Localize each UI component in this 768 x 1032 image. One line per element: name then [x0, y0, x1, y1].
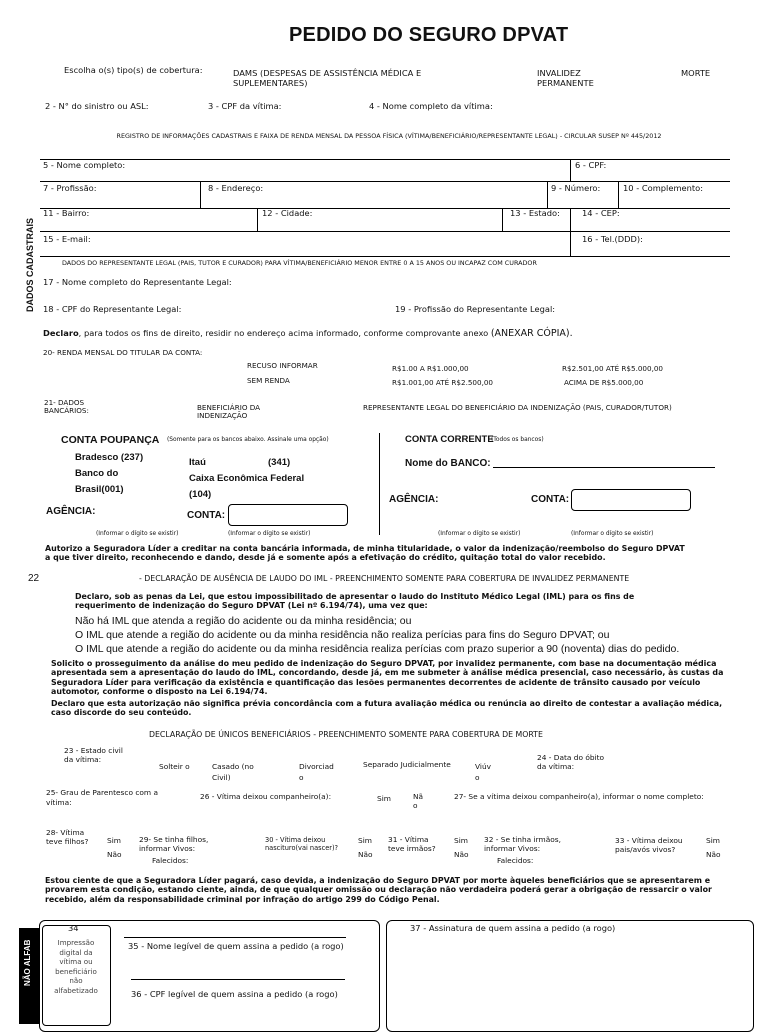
field-26-sim[interactable]: Sim: [377, 794, 391, 803]
iml-declaro2: Declaro que esta autorização não significa prévia concordância com a futura avaliação médica ou renúncia ao direito de contestar a avaliação médica, caso discorde do seu conteúdo.: [51, 699, 723, 718]
field-36-input[interactable]: [131, 979, 345, 980]
morte-option[interactable]: MORTE: [681, 68, 711, 78]
field-34-number: 34: [68, 923, 79, 933]
field-33-sim[interactable]: Sim: [706, 836, 720, 845]
bank-bradesco[interactable]: Bradesco (237): [75, 452, 144, 463]
field-24-label: 24 - Data do óbito da vítima:: [537, 753, 605, 771]
field-33-nao[interactable]: Não: [706, 850, 721, 859]
field-21-label: 21- DADOS BANCÁRIOS:: [44, 398, 89, 416]
nao-alfab-side-label: NÃO ALFAB: [23, 939, 32, 986]
field-29-label: 29- Se tinha filhos, informar Vivos:: [139, 835, 209, 853]
conta2-label: CONTA:: [531, 494, 570, 505]
field-8-label: 8 - Endereço:: [208, 183, 264, 193]
field-18-label: 18 - CPF do Representante Legal:: [43, 304, 182, 314]
field-4-label: 4 - Nome completo da vítima:: [369, 101, 493, 111]
autorizo-text: Autorizo a Seguradora Líder a creditar na conta bancária informada, de minha titularidade, o valor da indenização/reembolso do Seguro DPVAT a que tiver direito, reconhecendo e dando, desde já e somente após a efetivação do crédito, quitação total do valor recebido.: [45, 544, 685, 563]
field-19-label: 19 - Profissão do Representante Legal:: [395, 304, 556, 314]
field-28-nao[interactable]: Não: [107, 850, 122, 859]
renda-sem-option[interactable]: SEM RENDA: [247, 376, 290, 385]
field-17-label: 17 - Nome completo do Representante Legal:: [43, 277, 232, 287]
digito-note-2: (Informar o dígito se existir): [228, 531, 311, 537]
civil-casado-option[interactable]: Casado (no Civil): [212, 762, 254, 783]
iml-option-1[interactable]: Não há IML que atenda a região do acidente ou da minha residência; ou: [75, 615, 412, 627]
conta-corrente-label: CONTA CORRENTE: [405, 434, 494, 445]
renda-r3-option[interactable]: R$2.501,00 ATÉ R$5.000,00: [562, 364, 664, 373]
field-12-label: 12 - Cidade:: [262, 208, 313, 218]
field-36-label: 36 - CPF legível de quem assina a pedido (a rogo): [131, 989, 338, 999]
field-28-sim[interactable]: Sim: [107, 836, 121, 845]
iml-solicito: Solicito o prosseguimento da análise do meu pedido de indenização do Seguro DPVAT, por invalidez permanente, com base na documentação médica apresentada sem a apresentação do laudo do IML, concordando, desde já, em me submeter à análise médica presencial, caso necessário, às custas da Seguradora Líder para verificação da existência e quantificação das lesões permanentes decorrentes de acidente de trânsito causado por veículo automotor, conforme o disposto na Lei 6.194/74.: [51, 659, 724, 696]
bank-caixa[interactable]: Caixa Econômica Federal: [189, 473, 305, 484]
field-7-label: 7 - Profissão:: [43, 183, 97, 193]
field-30-sim[interactable]: Sim: [358, 836, 372, 845]
field-13-label: 13 - Estado:: [510, 208, 560, 218]
field-31-label: 31 - Vítima teve irmãos?: [388, 835, 436, 853]
nome-banco-label: Nome do BANCO:: [405, 458, 491, 469]
civil-viuvo-option[interactable]: Viúv o: [475, 762, 492, 783]
estou-ciente-text: Estou ciente de que a Seguradora Líder pagará, caso devida, a indenização do Seguro DPVAT por morte àqueles beneficiários que se apresentarem e provarem esta condição, estando ciente, ainda, de que qualquer omissão ou declaração não verdadeira poderá gerar a obrigação de ressarcir o valor recebido, além da responsabilidade criminal por infração do artigo 299 do Código Penal.: [45, 876, 712, 904]
field-5-label: 5 - Nome completo:: [43, 160, 126, 170]
representante-option[interactable]: REPRESENTANTE LEGAL DO BENEFICIÁRIO DA INDENIZAÇÃO (PAIS, CURADOR/TUTOR): [363, 403, 672, 412]
iml-option-3[interactable]: O IML que atende a região do acidente ou da minha residência realiza perícias com prazo superior a 90 (noventa) dias do pedido.: [75, 643, 680, 655]
conta-corrente-input[interactable]: [571, 489, 691, 511]
field-32-label: 32 - Se tinha irmãos, informar Vivos:: [484, 835, 561, 853]
field-22-number: 22: [28, 573, 40, 584]
renda-recuso-option[interactable]: RECUSO INFORMAR: [247, 361, 318, 370]
civil-solteiro-option[interactable]: Solteir o: [159, 762, 190, 771]
field-2-label: 2 - N° do sinistro ou ASL:: [45, 101, 149, 111]
field-20-label: 20- RENDA MENSAL DO TITULAR DA CONTA:: [43, 348, 203, 357]
field-23-label: 23 - Estado civil da vítima:: [64, 746, 123, 764]
bank-itau-code: (341): [268, 457, 291, 468]
field-9-label: 9 - Número:: [551, 183, 601, 193]
field-29-falecidos: Falecidos:: [152, 856, 189, 865]
field-26-nao[interactable]: Nã o: [413, 792, 424, 810]
field-28-label: 28- Vítima teve filhos?: [46, 828, 89, 846]
field-25-label: 25- Grau de Parentesco com a vítima:: [46, 788, 158, 808]
digito-note-4: (Informar o dígito se existir): [571, 531, 654, 537]
cobertura-label: Escolha o(s) tipo(s) de cobertura:: [64, 65, 203, 75]
digito-note-1: (Informar o dígito se existir): [96, 531, 179, 537]
field-26-label: 26 - Vítima deixou companheiro(a):: [200, 792, 332, 801]
bank-caixa-code: (104): [189, 489, 212, 500]
renda-r2-option[interactable]: R$1.001,00 ATÉ R$2.500,00: [392, 378, 494, 387]
field-32-falecidos: Falecidos:: [497, 856, 534, 865]
field-11-label: 11 - Bairro:: [43, 208, 90, 218]
conta-label: CONTA:: [187, 510, 226, 521]
nome-banco-input[interactable]: [493, 467, 715, 468]
iml-declaro: Declaro, sob as penas da Lei, que estou impossibilitado de apresentar o laudo do Instituto Médico Legal (IML) para os fins de requerimento de indenização do Seguro DPVAT (Lei nº 6.194/74), uma vez que:: [75, 592, 635, 611]
page-title: PEDIDO DO SEGURO DPVAT: [289, 24, 569, 46]
field-37-label: 37 - Assinatura de quem assina a pedido (a rogo): [410, 923, 616, 933]
invalidez-option[interactable]: INVALIDEZ PERMANENTE: [537, 68, 594, 88]
field-14-label: 14 - CEP:: [582, 208, 620, 218]
poupanca-note: (Somente para os bancos abaixo. Assinale uma opção): [167, 437, 329, 443]
field-30-nao[interactable]: Não: [358, 850, 373, 859]
dams-option[interactable]: DAMS (DESPESAS DE ASSISTÊNCIA MÉDICA E SUPLEMENTARES): [233, 68, 422, 88]
iml-option-2[interactable]: O IML que atende a região do acidente ou da minha residência não realiza perícias para fins do Seguro DPVAT; ou: [75, 629, 610, 641]
conta-poupanca-label: CONTA POUPANÇA: [61, 434, 160, 446]
civil-separado-option[interactable]: Separado Judicialmente: [363, 760, 451, 769]
bank-bb-line2[interactable]: Brasil(001): [75, 484, 124, 495]
assinatura-box[interactable]: [386, 920, 754, 1032]
impressao-digital-label: Impressão digital da vítima ou beneficiário não alfabetizado: [54, 938, 98, 995]
agencia-label: AGÊNCIA:: [46, 506, 96, 517]
declaro-endereco: Declaro, para todos os fins de direito, residir no endereço acima informado, conforme comprovante anexo (ANEXAR CÓPIA).: [43, 328, 573, 339]
renda-r1-option[interactable]: R$1.00 A R$1.000,00: [392, 364, 469, 373]
digito-note-3: (Informar o dígito se existir): [438, 531, 521, 537]
rep-header: DADOS DO REPRESENTANTE LEGAL (PAIS, TUTOR E CURADOR) PARA VÍTIMA/BENEFICIÁRIO MENOR ENTRE 0 A 15 ANOS OU INCAPAZ COM CURADOR: [62, 259, 537, 267]
civil-divorciado-option[interactable]: Divorciad o: [299, 762, 334, 783]
field-35-label: 35 - Nome legível de quem assina a pedido (a rogo): [128, 941, 344, 951]
iml-header: - DECLARAÇÃO DE AUSÊNCIA DE LAUDO DO IML - PREENCHIMENTO SOMENTE PARA COBERTURA DE INVALIDEZ PERMANENTE: [139, 574, 630, 583]
bank-itau[interactable]: Itaú: [189, 457, 206, 468]
beneficiario-option[interactable]: BENEFICIÁRIO DA INDENIZAÇÃO: [197, 403, 261, 421]
field-3-label: 3 - CPF da vítima:: [208, 101, 282, 111]
field-31-sim[interactable]: Sim: [454, 836, 468, 845]
registro-header: REGISTRO DE INFORMAÇÕES CADASTRAIS E FAIXA DE RENDA MENSAL DA PESSOA FÍSICA (VÍTIMA/BENEFICIÁRIO/REPRESENTANTE LEGAL) - CIRCULAR SUSEP Nº 445/2012: [116, 132, 662, 140]
field-31-nao[interactable]: Não: [454, 850, 469, 859]
field-16-label: 16 - Tel.(DDD):: [582, 234, 643, 244]
field-6-label: 6 - CPF:: [575, 160, 607, 170]
field-10-label: 10 - Complemento:: [623, 183, 704, 193]
field-33-label: 33 - Vítima deixou pais/avós vivos?: [615, 836, 683, 854]
agencia2-label: AGÊNCIA:: [389, 494, 439, 505]
conta-poupanca-input[interactable]: [228, 504, 348, 526]
field-15-label: 15 - E-mail:: [43, 234, 91, 244]
renda-r4-option[interactable]: ACIMA DE R$5.000,00: [564, 378, 644, 387]
field-30-label: 30 - Vítima deixou nascituro(vai nascer)?: [265, 836, 339, 852]
dados-cadastrais-side-label: DADOS CADASTRAIS: [25, 217, 35, 312]
bank-bb-line1[interactable]: Banco do: [75, 468, 119, 479]
corrente-note: (Todos os bancos): [491, 437, 544, 443]
field-27-label: 27- Se a vítima deixou companheiro(a), informar o nome completo:: [454, 792, 704, 801]
unicos-header: DECLARAÇÃO DE ÚNICOS BENEFICIÁRIOS - PREENCHIMENTO SOMENTE PARA COBERTURA DE MORTE: [149, 730, 543, 739]
